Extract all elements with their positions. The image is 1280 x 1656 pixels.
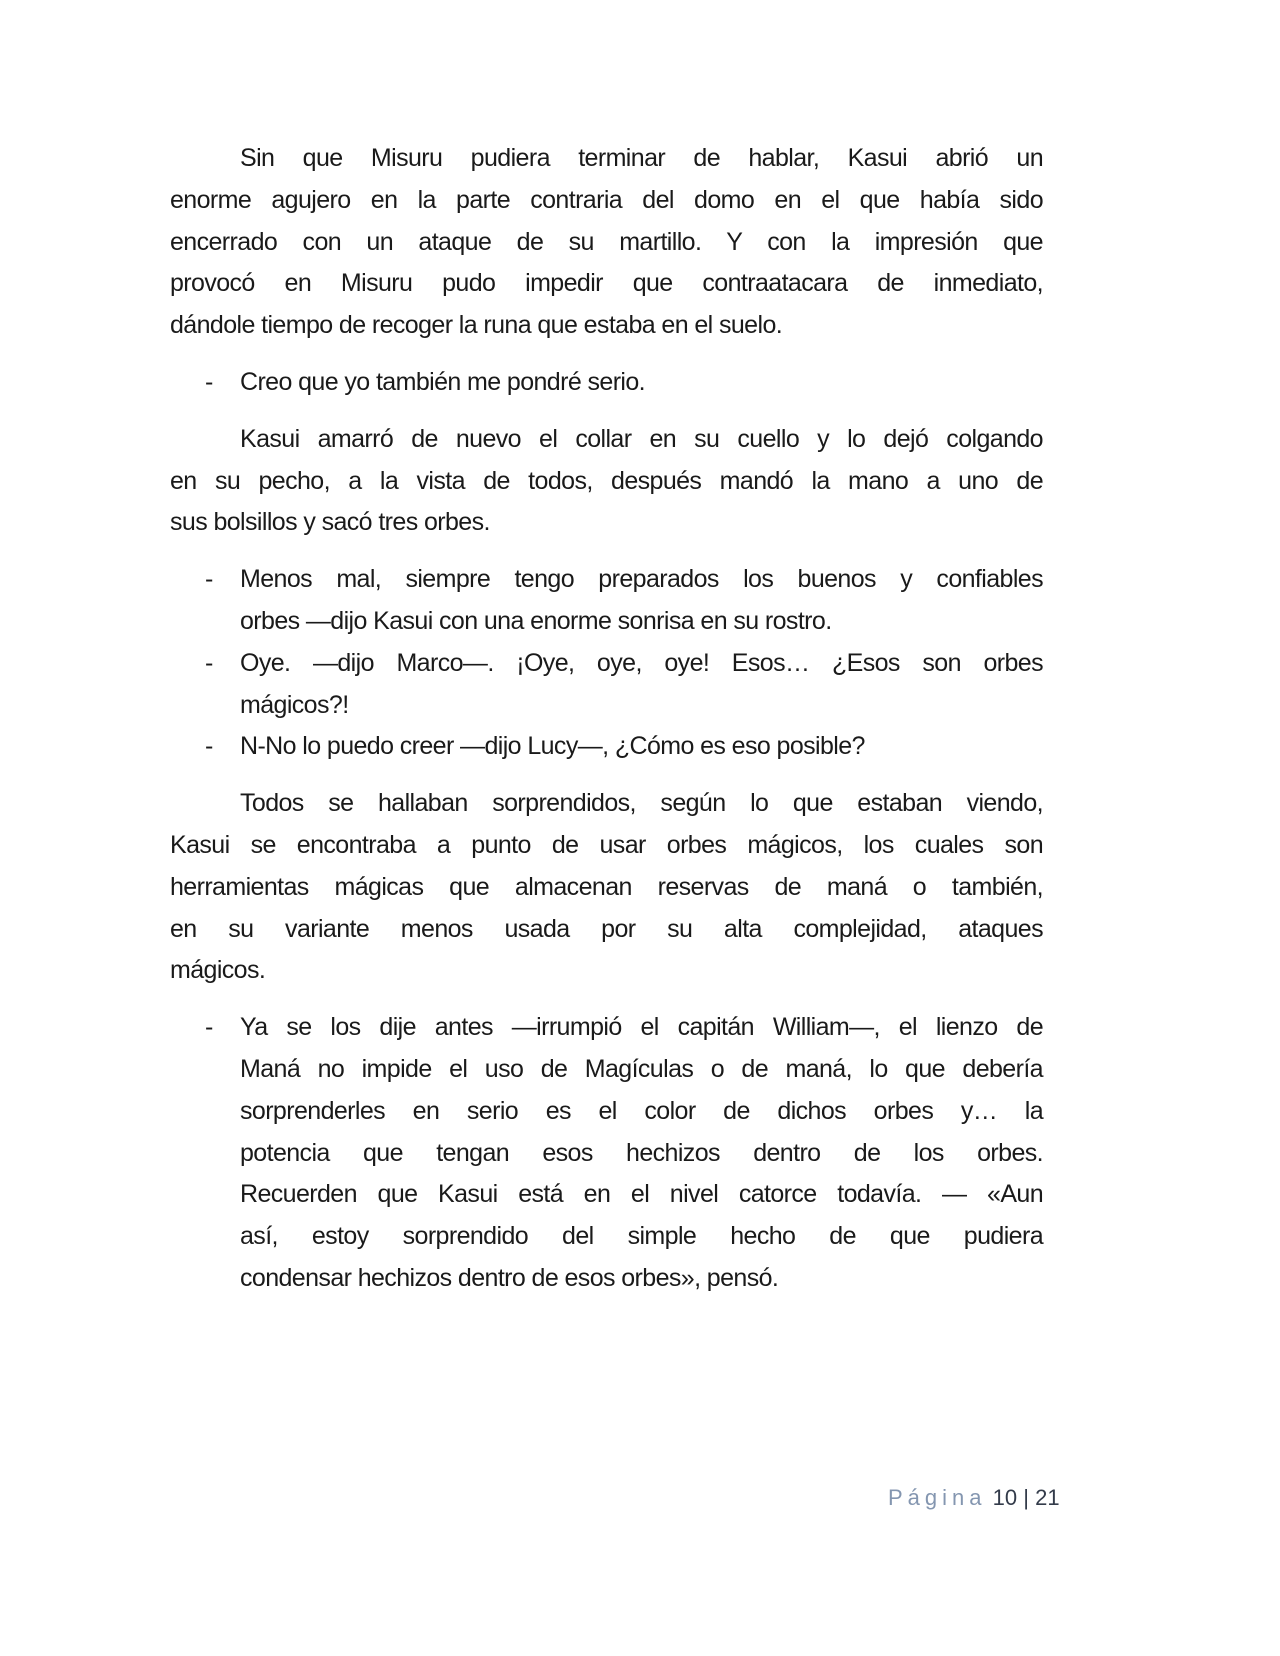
page-total: 21 <box>1035 1485 1060 1510</box>
text-line: potencia que tengan esos hechizos dentro de los orbes. <box>240 1138 1043 1167</box>
text-line: encerrado con un ataque de su martillo. Y con la impresión que <box>170 227 1043 256</box>
dialog-item <box>170 643 1043 727</box>
paragraph <box>170 783 1043 992</box>
dialog-list <box>170 362 1043 404</box>
dialog-item <box>170 362 1043 404</box>
page-body <box>170 138 1043 1315</box>
text-line: Maná no impide el uso de Magículas o de maná, lo que debería <box>240 1054 1043 1083</box>
dialog-item <box>170 1007 1043 1300</box>
dash-bullet: - <box>205 1013 213 1042</box>
text-line: N-No lo puedo creer —dijo Lucy—, ¿Cómo es eso posible? <box>240 732 865 761</box>
text-line: Kasui amarró de nuevo el collar en su cuello y lo dejó colgando <box>240 424 1043 453</box>
text-line: sorprenderles en serio es el color de dichos orbes y… la <box>240 1096 1043 1125</box>
text-line: Oye. —dijo Marco—. ¡Oye, oye, oye! Esos… ¿Esos son orbes <box>240 648 1043 677</box>
text-line: Ya se los dije antes —irrumpió el capitán William—, el lienzo de <box>240 1013 1043 1042</box>
text-line: mágicos?! <box>240 690 349 719</box>
text-line: Recuerden que Kasui está en el nivel catorce todavía. — «Aun <box>240 1180 1043 1209</box>
text-line: Kasui se encontraba a punto de usar orbes mágicos, los cuales son <box>170 830 1043 859</box>
text-line: dándole tiempo de recoger la runa que estaba en el suelo. <box>170 311 783 340</box>
text-line: Todos se hallaban sorprendidos, según lo que estaban viendo, <box>240 789 1043 818</box>
page-number: 10 <box>992 1485 1018 1510</box>
text-line: herramientas mágicas que almacenan reservas de maná o también, <box>170 872 1043 901</box>
paragraph <box>170 138 1043 347</box>
text-line: Menos mal, siempre tengo preparados los buenos y confiables <box>240 565 1043 594</box>
dash-bullet: - <box>205 732 213 761</box>
text-line: enorme agujero en la parte contraria del domo en el que había sido <box>170 185 1043 214</box>
text-line: orbes —dijo Kasui con una enorme sonrisa en su rostro. <box>240 606 832 635</box>
text-line: Creo que yo también me pondré serio. <box>240 367 646 396</box>
text-line: mágicos. <box>170 956 266 985</box>
dash-bullet: - <box>205 648 213 677</box>
page-separator: | <box>1023 1485 1029 1510</box>
page-label: Página <box>888 1485 987 1510</box>
paragraph <box>170 419 1043 544</box>
dialog-list <box>170 1007 1043 1300</box>
text-line: sus bolsillos y sacó tres orbes. <box>170 508 490 537</box>
dialog-list <box>170 559 1043 768</box>
text-line: provocó en Misuru pudo impedir que contraatacara de inmediato, <box>170 269 1043 298</box>
text-line: en su pecho, a la vista de todos, después mandó la mano a uno de <box>170 466 1043 495</box>
page-footer <box>888 1480 1060 1516</box>
dialog-item <box>170 559 1043 643</box>
text-line: así, estoy sorprendido del simple hecho de que pudiera <box>240 1222 1043 1251</box>
text-line: Sin que Misuru pudiera terminar de hablar, Kasui abrió un <box>240 144 1043 172</box>
dash-bullet: - <box>205 565 213 594</box>
text-line: en su variante menos usada por su alta complejidad, ataques <box>170 914 1043 943</box>
dialog-item <box>170 726 1043 768</box>
dash-bullet: - <box>205 367 213 396</box>
text-line: condensar hechizos dentro de esos orbes», pensó. <box>240 1263 779 1292</box>
